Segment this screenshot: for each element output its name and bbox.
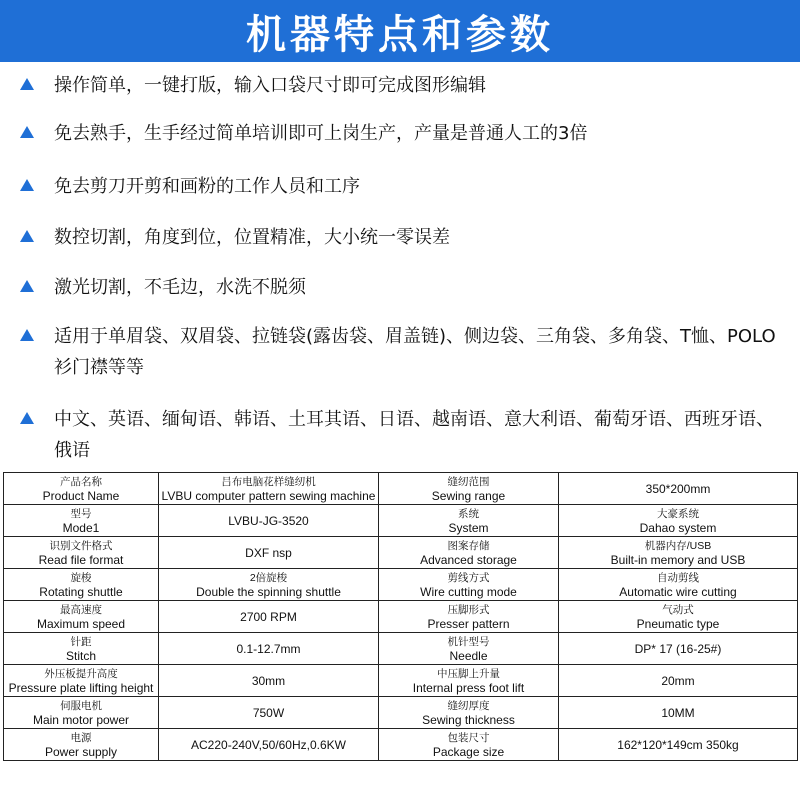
cell-text-zh: 针距 (70, 635, 92, 648)
param-value-cell (559, 697, 798, 729)
list-item (20, 272, 790, 303)
param-value-cell (159, 537, 379, 569)
table-row (4, 505, 798, 537)
cell-text-en: LVBU-JG-3520 (228, 513, 309, 528)
param-label-cell (379, 665, 559, 697)
param-value-cell (159, 633, 379, 665)
cell-text-en: DP* 17 (16-25#) (634, 641, 722, 656)
cell-text-en: Power supply (44, 744, 118, 759)
feature-text: 中文、英语、缅甸语、韩语、土耳其语、日语、越南语、意大利语、葡萄牙语、西班牙语、俄语 (54, 409, 774, 461)
list-item (20, 118, 790, 149)
cell-text-zh: 旋梭 (70, 571, 92, 584)
param-label-cell (4, 601, 159, 633)
table-row (4, 633, 798, 665)
param-value-cell (159, 697, 379, 729)
cell-text-zh: 图案存储 (447, 539, 490, 552)
cell-text-en: 10MM (661, 705, 695, 720)
param-value-cell (159, 665, 379, 697)
cell-text-en: Internal press foot lift (412, 680, 525, 695)
param-label-cell (4, 729, 159, 761)
table-row (4, 729, 798, 761)
cell-text-zh: 系统 (458, 507, 479, 520)
param-value-cell (559, 633, 798, 665)
cell-text-en: Read file format (38, 552, 124, 567)
cell-text-en: Double the spinning shuttle (196, 584, 341, 599)
feature-text: 数控切割，角度到位，位置精准，大小统一零误差 (54, 227, 450, 248)
cell-text-zh: 自动剪线 (657, 571, 699, 584)
cell-text-en: Built-in memory and USB (610, 552, 746, 567)
param-value-cell (159, 601, 379, 633)
param-value-cell (159, 729, 379, 761)
param-label-cell (379, 601, 559, 633)
cell-text-en: Mode1 (62, 520, 100, 535)
cell-text-en: DXF nsp (245, 545, 292, 560)
cell-text-en: 0.1-12.7mm (236, 641, 301, 656)
triangle-bullet-icon (20, 280, 34, 292)
param-value-cell (559, 601, 798, 633)
list-item (20, 404, 790, 466)
param-label-cell (379, 473, 559, 505)
table-row (4, 601, 798, 633)
cell-text-zh: 中压脚上升量 (437, 667, 500, 680)
list-item (20, 171, 790, 202)
list-item (20, 321, 790, 383)
cell-text-zh: 最高速度 (60, 603, 102, 616)
feature-text: 免去剪刀开剪和画粉的工作人员和工序 (54, 176, 360, 197)
param-label-cell (4, 505, 159, 537)
cell-text-zh: 识别文件格式 (49, 539, 113, 552)
param-label-cell (4, 697, 159, 729)
feature-text: 适用于单眉袋、双眉袋、拉链袋(露齿袋、眉盖链)、侧边袋、三角袋、多角袋、T恤、POLO衫门襟等等 (54, 326, 776, 378)
triangle-bullet-icon (20, 230, 34, 242)
param-value-cell (559, 665, 798, 697)
cell-text-en: Automatic wire cutting (619, 584, 737, 599)
cell-text-en: Pneumatic type (636, 616, 720, 631)
cell-text-zh: 外压板提升高度 (44, 667, 118, 680)
cell-text-zh: 型号 (70, 507, 92, 520)
cell-text-zh: 压脚形式 (447, 603, 490, 616)
cell-text-zh: 机器内存/USB (644, 539, 712, 552)
cell-text-en: Dahao system (639, 520, 717, 535)
param-value-cell (559, 729, 798, 761)
cell-text-zh: 电源 (70, 731, 92, 744)
triangle-bullet-icon (20, 329, 34, 341)
cell-text-en: LVBU computer pattern sewing machine (161, 488, 376, 503)
param-label-cell (4, 473, 159, 505)
triangle-bullet-icon (20, 78, 34, 90)
cell-text-zh: 剪线方式 (447, 571, 490, 584)
cell-text-en: Advanced storage (420, 552, 517, 567)
cell-text-zh: 伺服电机 (60, 699, 102, 712)
triangle-bullet-icon (20, 412, 34, 424)
cell-text-en: Rotating shuttle (39, 584, 123, 599)
param-value-cell (159, 569, 379, 601)
cell-text-zh: 包装尺寸 (447, 731, 490, 744)
cell-text-en: Presser pattern (427, 616, 510, 631)
param-label-cell (4, 633, 159, 665)
cell-text-en: 350*200mm (645, 481, 711, 496)
cell-text-en: 20mm (661, 673, 695, 688)
cell-text-en: Product Name (42, 488, 120, 503)
cell-text-en: Wire cutting mode (420, 584, 517, 599)
cell-text-en: Sewing range (431, 488, 506, 503)
param-value-cell (159, 473, 379, 505)
table-row (4, 665, 798, 697)
cell-text-zh: 气动式 (662, 603, 694, 616)
cell-text-en: Needle (449, 648, 488, 663)
param-value-cell (159, 505, 379, 537)
cell-text-en: Maximum speed (36, 616, 126, 631)
cell-text-zh: 缝纫厚度 (447, 699, 490, 712)
feature-text: 免去熟手，生手经过简单培训即可上岗生产，产量是普通人工的3倍 (54, 123, 588, 144)
cell-text-en: 30mm (251, 673, 286, 688)
param-value-cell (559, 473, 798, 505)
cell-text-en: Package size (432, 744, 505, 759)
spec-table (3, 472, 798, 761)
cell-text-zh: 吕布电脑花样缝纫机 (221, 475, 316, 488)
table-row (4, 569, 798, 601)
param-label-cell (379, 537, 559, 569)
cell-text-en: Stitch (65, 648, 96, 663)
param-label-cell (4, 569, 159, 601)
feature-text: 操作简单，一键打版，输入口袋尺寸即可完成图形编辑 (54, 75, 486, 96)
cell-text-en: AC220-240V,50/60Hz,0.6KW (191, 737, 346, 752)
cell-text-en: 162*120*149cm 350kg (617, 737, 739, 752)
cell-text-zh: 缝纫范围 (447, 475, 490, 488)
list-item (20, 70, 790, 101)
cell-text-en: Sewing thickness (422, 712, 515, 727)
cell-text-en: 2700 RPM (240, 609, 297, 624)
param-label-cell (379, 505, 559, 537)
table-row (4, 697, 798, 729)
feature-text: 激光切割，不毛边，水洗不脱须 (54, 277, 306, 298)
param-label-cell (379, 729, 559, 761)
cell-text-en: Pressure plate lifting height (8, 680, 154, 695)
cell-text-zh: 机针型号 (447, 635, 490, 648)
param-value-cell (559, 569, 798, 601)
list-item (20, 222, 790, 253)
table-row (4, 473, 798, 505)
param-label-cell (379, 633, 559, 665)
param-label-cell (4, 665, 159, 697)
cell-text-en: Main motor power (32, 712, 130, 727)
param-label-cell (379, 569, 559, 601)
param-value-cell (559, 537, 798, 569)
cell-text-zh: 2倍旋梭 (249, 571, 288, 584)
cell-text-zh: 大豪系统 (657, 507, 699, 520)
page-title: 机器特点和参数 (0, 0, 800, 62)
cell-text-en: 750W (252, 705, 285, 720)
triangle-bullet-icon (20, 179, 34, 191)
param-label-cell (4, 537, 159, 569)
cell-text-en: System (448, 520, 489, 535)
triangle-bullet-icon (20, 126, 34, 138)
param-value-cell (559, 505, 798, 537)
table-row (4, 537, 798, 569)
param-label-cell (379, 697, 559, 729)
cell-text-zh: 产品名称 (60, 475, 102, 488)
